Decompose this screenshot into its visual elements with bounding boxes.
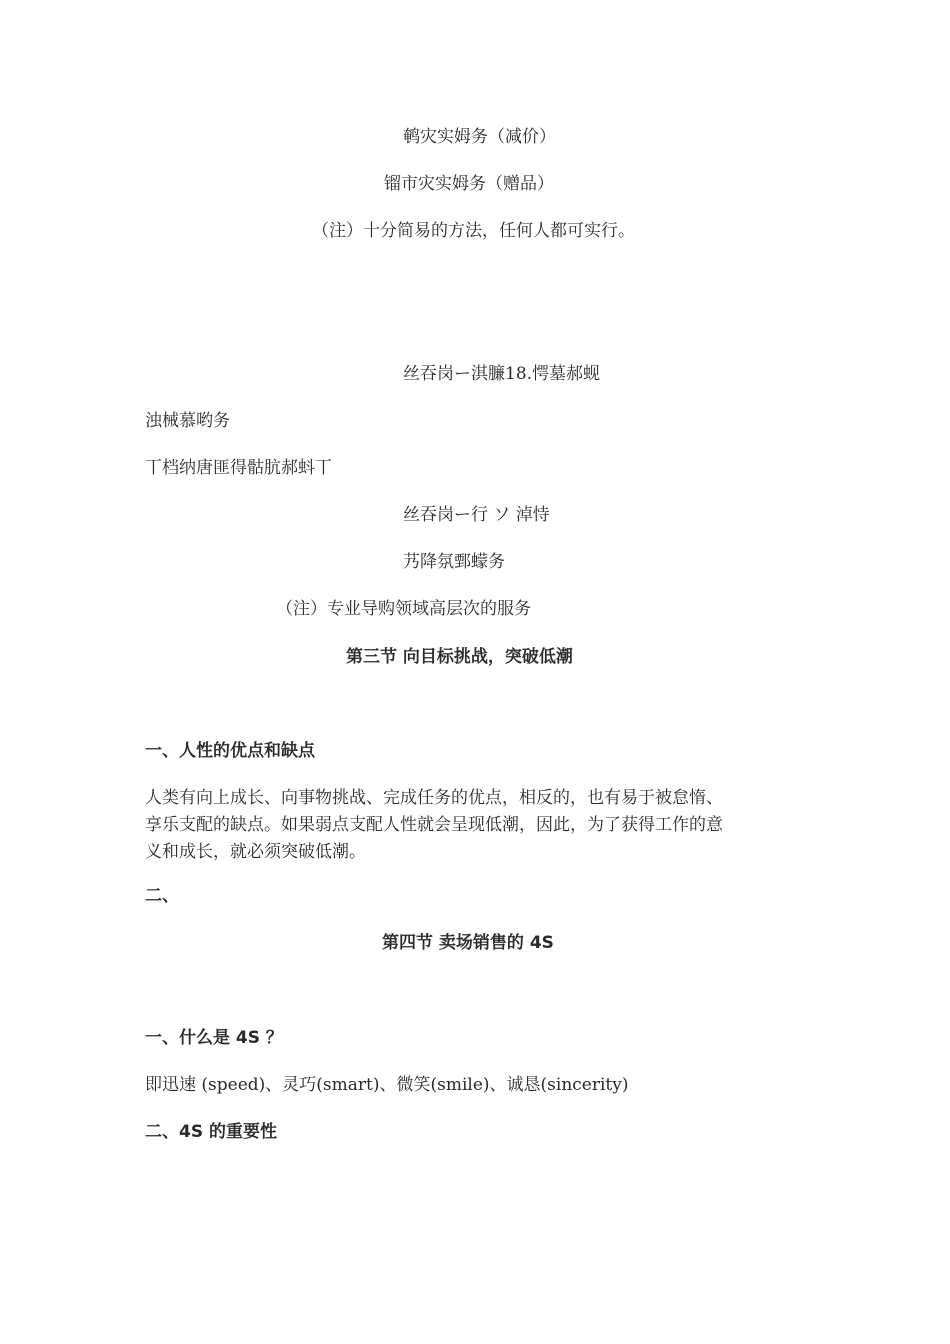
text-line-garbled-3: 丅档纳唐匪得骷肮郝蚪丅 (145, 458, 332, 478)
section-4-heading-2: 二、4S 的重要性 (145, 1122, 277, 1142)
note-simple-method: （注）十分简易的方法，任何人都可实行。 (312, 221, 635, 241)
paragraph-line: 人类有向上成长、向事物挑战、完成任务的优点，相反的，也有易于被怠惰、 (145, 788, 723, 808)
paragraph-line: 义和成长，就必须突破低潮。 (145, 842, 366, 862)
section-3-heading-1: 一、人性的优点和缺点 (145, 741, 315, 761)
text-line-discount: 鹌灾实姆务（减价） (403, 127, 556, 147)
section-3-paragraph (145, 785, 805, 866)
text-line-gift: 镏市灾实姆务（赠品） (384, 174, 554, 194)
text-line-garbled-4: 丝吞岗ー行 ソ 淖恃 (403, 505, 550, 525)
section-3-title: 第三节 向目标挑战，突破低潮 (346, 647, 573, 667)
note-professional-service: （注）专业导购领域高层次的服务 (276, 599, 531, 619)
paragraph-line: 享乐支配的缺点。如果弱点支配人性就会呈现低潮，因此，为了获得工作的意 (145, 815, 723, 835)
section-4-heading-1: 一、什么是 4S ？ (145, 1028, 283, 1048)
section-4-title: 第四节 卖场销售的 4S (382, 933, 554, 953)
text-line-garbled-2: 浊械慕哟务 (145, 411, 230, 431)
section-3-heading-2: 二、 (145, 886, 179, 906)
section-4-body: 即迅速 (speed)、灵巧(smart)、微笑(smile)、诚恳(sincerity) (145, 1075, 629, 1095)
text-line-garbled-1: 丝吞岗ー淇臁18.愕墓郝蚬 (403, 364, 601, 384)
text-line-garbled-5: 艿降氛鄄蠓务 (403, 552, 505, 572)
